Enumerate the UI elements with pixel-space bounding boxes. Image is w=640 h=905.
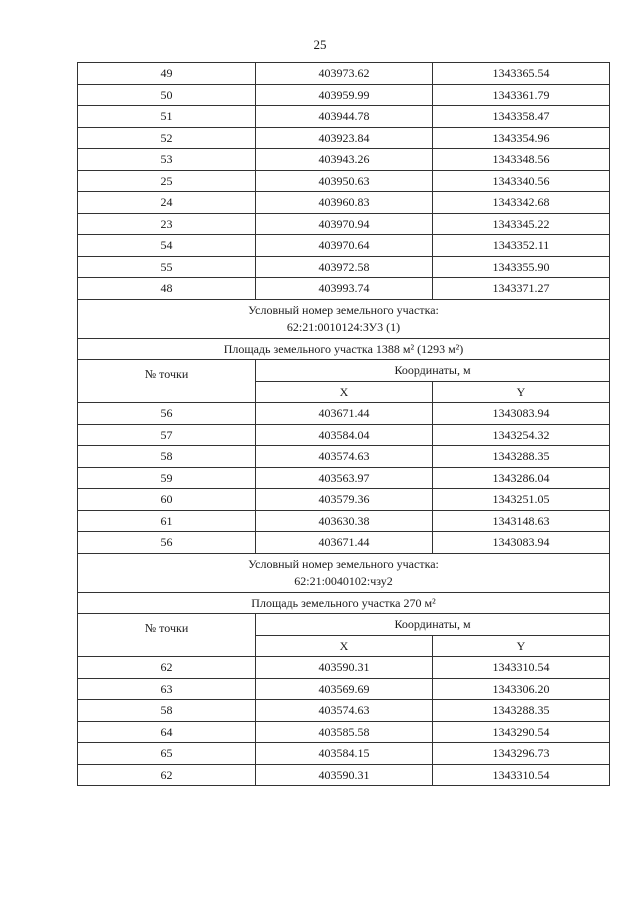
- point-number: 58: [78, 700, 256, 722]
- y-value: 1343310.54: [433, 764, 610, 786]
- y-value: 1343340.56: [433, 170, 610, 192]
- point-number: 63: [78, 678, 256, 700]
- x-value: 403944.78: [256, 106, 433, 128]
- point-number: 59: [78, 467, 256, 489]
- parcel-area-row: [78, 338, 610, 360]
- x-value: 403569.69: [256, 678, 433, 700]
- y-value: 1343348.56: [433, 149, 610, 171]
- table-row: [78, 213, 610, 235]
- point-number: 48: [78, 278, 256, 300]
- table-row: [78, 106, 610, 128]
- table-row: [78, 721, 610, 743]
- table-row: [78, 657, 610, 679]
- y-value: 1343083.94: [433, 532, 610, 554]
- x-value: 403671.44: [256, 532, 433, 554]
- column-header-row: [78, 360, 610, 382]
- y-value: 1343288.35: [433, 700, 610, 722]
- coordinates-table: [77, 62, 610, 786]
- y-value: 1343342.68: [433, 192, 610, 214]
- y-value: 1343354.96: [433, 127, 610, 149]
- x-value: 403630.38: [256, 510, 433, 532]
- table-row: [78, 127, 610, 149]
- table-row: [78, 403, 610, 425]
- x-value: 403943.26: [256, 149, 433, 171]
- point-number: 56: [78, 403, 256, 425]
- table-row: [78, 63, 610, 85]
- point-number: 53: [78, 149, 256, 171]
- table-row: [78, 424, 610, 446]
- table-row: [78, 278, 610, 300]
- x-value: 403579.36: [256, 489, 433, 511]
- y-value: 1343361.79: [433, 84, 610, 106]
- table-row: [78, 235, 610, 257]
- x-header: X: [256, 635, 433, 657]
- y-value: 1343083.94: [433, 403, 610, 425]
- point-number-header: № точки: [78, 614, 256, 657]
- y-value: 1343251.05: [433, 489, 610, 511]
- table-row: [78, 170, 610, 192]
- x-value: 403970.64: [256, 235, 433, 257]
- parcel-header-row: [78, 299, 610, 338]
- y-value: 1343290.54: [433, 721, 610, 743]
- y-value: 1343148.63: [433, 510, 610, 532]
- x-value: 403973.62: [256, 63, 433, 85]
- parcel-number: 62:21:0010124:ЗУ3 (1): [286, 319, 401, 334]
- parcel-number: 62:21:0040102:чзу2: [294, 573, 393, 588]
- point-number: 24: [78, 192, 256, 214]
- y-header: Y: [433, 381, 610, 403]
- x-value: 403960.83: [256, 192, 433, 214]
- table-row: [78, 256, 610, 278]
- y-header: Y: [433, 635, 610, 657]
- table-row: [78, 678, 610, 700]
- x-value: 403574.63: [256, 446, 433, 468]
- point-number: 64: [78, 721, 256, 743]
- point-number: 62: [78, 657, 256, 679]
- table-row: [78, 764, 610, 786]
- parcel-caption: Условный номер земельного участка:: [248, 556, 439, 571]
- table-row: [78, 467, 610, 489]
- parcel-caption: Условный номер земельного участка:: [248, 302, 439, 317]
- table-row: [78, 489, 610, 511]
- x-value: 403950.63: [256, 170, 433, 192]
- point-number-header: № точки: [78, 360, 256, 403]
- point-number: 50: [78, 84, 256, 106]
- table-row: [78, 743, 610, 765]
- x-value: 403584.04: [256, 424, 433, 446]
- coordinates-header: Координаты, м: [256, 614, 610, 636]
- parcel-area: Площадь земельного участка 270 м²: [78, 592, 610, 614]
- point-number: 49: [78, 63, 256, 85]
- y-value: 1343358.47: [433, 106, 610, 128]
- table-row: [78, 510, 610, 532]
- point-number: 65: [78, 743, 256, 765]
- y-value: 1343352.11: [433, 235, 610, 257]
- parcel-area-row: [78, 592, 610, 614]
- x-value: 403923.84: [256, 127, 433, 149]
- y-value: 1343365.54: [433, 63, 610, 85]
- y-value: 1343306.20: [433, 678, 610, 700]
- x-value: 403574.63: [256, 700, 433, 722]
- x-value: 403959.99: [256, 84, 433, 106]
- table-row: [78, 84, 610, 106]
- table-row: [78, 192, 610, 214]
- point-number: 55: [78, 256, 256, 278]
- y-value: 1343296.73: [433, 743, 610, 765]
- y-value: 1343310.54: [433, 657, 610, 679]
- point-number: 58: [78, 446, 256, 468]
- x-value: 403584.15: [256, 743, 433, 765]
- table-row: [78, 446, 610, 468]
- y-value: 1343355.90: [433, 256, 610, 278]
- x-header: X: [256, 381, 433, 403]
- point-number: 57: [78, 424, 256, 446]
- parcel-info: [78, 553, 610, 592]
- y-value: 1343254.32: [433, 424, 610, 446]
- parcel-header-row: [78, 553, 610, 592]
- y-value: 1343371.27: [433, 278, 610, 300]
- point-number: 56: [78, 532, 256, 554]
- point-number: 25: [78, 170, 256, 192]
- x-value: 403671.44: [256, 403, 433, 425]
- point-number: 54: [78, 235, 256, 257]
- parcel-info: [78, 299, 610, 338]
- point-number: 51: [78, 106, 256, 128]
- x-value: 403972.58: [256, 256, 433, 278]
- x-value: 403585.58: [256, 721, 433, 743]
- table-row: [78, 149, 610, 171]
- x-value: 403590.31: [256, 764, 433, 786]
- y-value: 1343288.35: [433, 446, 610, 468]
- table-row: [78, 532, 610, 554]
- column-header-row: [78, 614, 610, 636]
- parcel-area: Площадь земельного участка 1388 м² (1293 м²): [78, 338, 610, 360]
- page-number: 25: [313, 37, 327, 52]
- x-value: 403563.97: [256, 467, 433, 489]
- coordinates-header: Координаты, м: [256, 360, 610, 382]
- point-number: 62: [78, 764, 256, 786]
- x-value: 403590.31: [256, 657, 433, 679]
- y-value: 1343345.22: [433, 213, 610, 235]
- y-value: 1343286.04: [433, 467, 610, 489]
- x-value: 403970.94: [256, 213, 433, 235]
- point-number: 60: [78, 489, 256, 511]
- x-value: 403993.74: [256, 278, 433, 300]
- table-row: [78, 700, 610, 722]
- point-number: 61: [78, 510, 256, 532]
- point-number: 23: [78, 213, 256, 235]
- point-number: 52: [78, 127, 256, 149]
